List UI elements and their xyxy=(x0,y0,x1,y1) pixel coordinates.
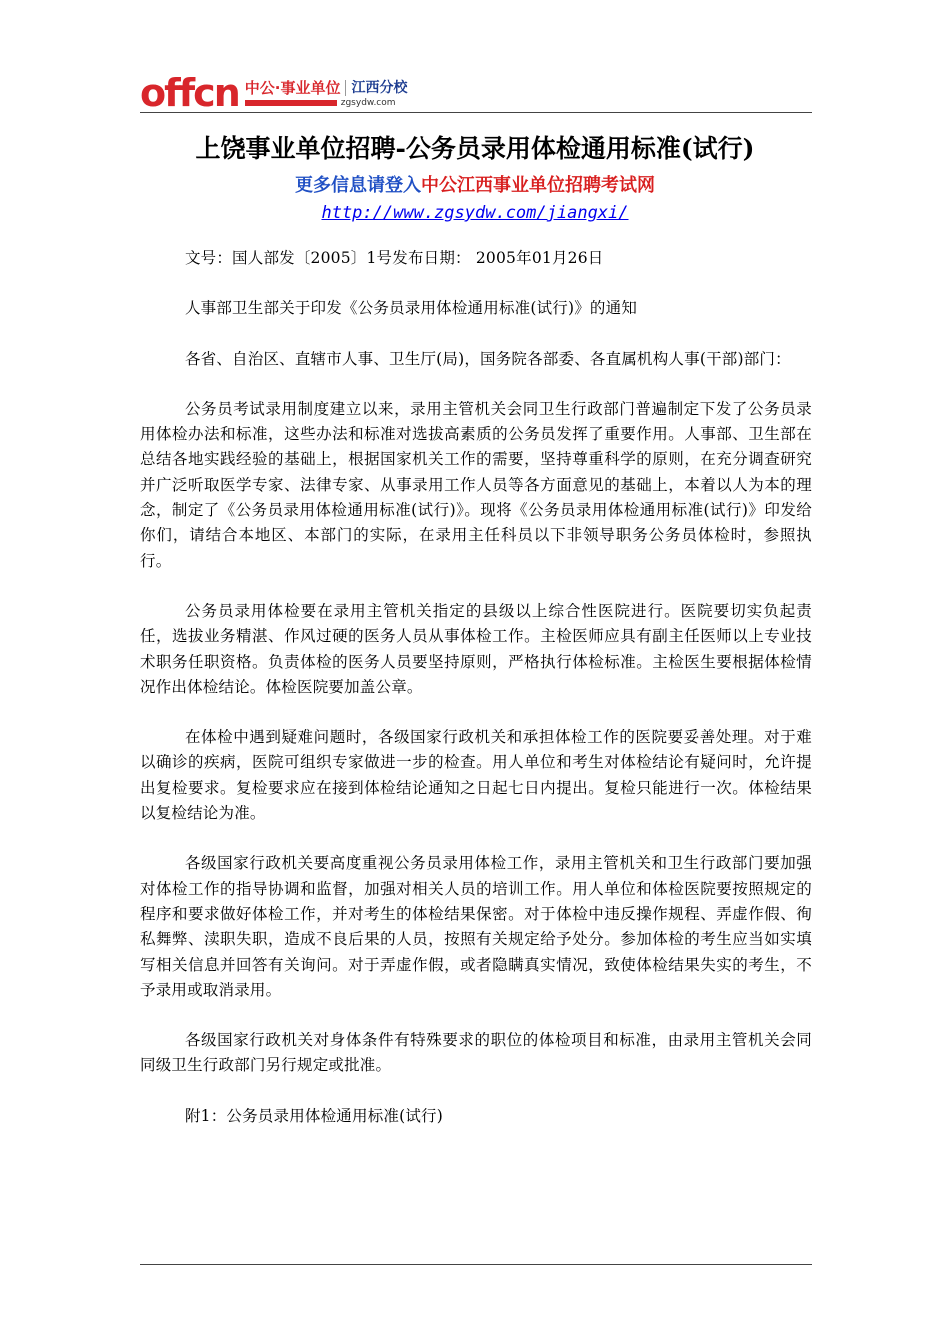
logo-wordmark: offcn xyxy=(140,71,239,115)
page-header xyxy=(140,66,812,115)
body-paragraph: 在体检中遇到疑难问题时，各级国家行政机关和承担体检工作的医院要妥善处理。对于难以确诊的疾病，医院可组织专家做进一步的检查。用人单位和考生对体检结论有疑问时，允许提出复检要求。复检要求应在接到体检结论通知之日起七日内提出。复检只能进行一次。体检结果以复检结论为准。 xyxy=(140,728,812,823)
body-paragraph: 公务员录用体检要在录用主管机关指定的县级以上综合性医院进行。医院要切实负起责任，选拔业务精湛、作风过硬的医务人员从事体检工作。主检医师应具有副主任医师以上专业技术职务任职资格。负责体检的医务人员要坚持原则，严格执行体检标准。主检医生要根据体检情况作出体检结论。体检医院要加盖公章。 xyxy=(140,601,812,696)
attachment-line: 附1：公务员录用体检通用标准(试行) xyxy=(184,1106,443,1125)
subtitle xyxy=(100,174,850,198)
logo-band xyxy=(245,100,337,106)
document-body xyxy=(140,246,812,1154)
site-link[interactable]: http://www.zgsydw.com/jiangxi/ xyxy=(321,203,629,223)
subtitle-site[interactable]: 中公江西事业单位招聘考试网 xyxy=(421,175,655,196)
notice-title: 人事部卫生部关于印发《公务员录用体检通用标准(试行)》的通知 xyxy=(184,299,638,318)
offcn-logo xyxy=(140,66,408,115)
addressees: 各省、自治区、直辖市人事、卫生厅(局)，国务院各部委、各直属机构人事(干部)部门： xyxy=(184,349,791,368)
footer-divider xyxy=(140,1264,812,1265)
page-title: 上饶事业单位招聘-公务员录用体检通用标准(试行) xyxy=(195,134,755,163)
body-paragraph: 各级国家行政机关要高度重视公务员录用体检工作，录用主管机关和卫生行政部门要加强对体检工作的指导协调和监督，加强对相关人员的培训工作。用人单位和体检医院要按照规定的程序和要求做好体检工作，并对考生的体检结果保密。对于体检中违反操作规程、弄虚作假、徇私舞弊、渎职失职，造成不良后果的人员，按照有关规定给予处分。参加体检的考生应当如实填写相关信息并回答有关询问。对于弄虚作假，或者隐瞒真实情况，致使体检结果失实的考生，不予录用或取消录用。 xyxy=(140,854,812,999)
logo-domain: zgsydw.com xyxy=(340,98,396,108)
logo-divider xyxy=(345,80,346,96)
body-paragraph: 各级国家行政机关对身体条件有特殊要求的职位的体检项目和标准，由录用主管机关会同同级卫生行政部门另行规定或批准。 xyxy=(140,1031,812,1075)
doc-number: 文号：国人部发〔2005〕1号发布日期： 2005年01月26日 xyxy=(184,249,604,267)
logo-branch: 江西分校 xyxy=(351,80,408,96)
subtitle-prefix: 更多信息请登入 xyxy=(295,175,421,196)
logo-brand: 中公·事业单位 xyxy=(244,79,341,97)
header-divider xyxy=(140,112,812,113)
logo-text-group xyxy=(245,79,408,108)
body-paragraph: 公务员考试录用制度建立以来，录用主管机关会同卫生行政部门普遍制定下发了公务员录用体检办法和标准，这些办法和标准对选拔高素质的公务员发挥了重要作用。人事部、卫生部在总结各地实践经验的基础上，根据国家机关工作的需要，坚持尊重科学的原则，在充分调查研究并广泛听取医学专家、法律专家、从事录用工作人员等各方面意见的基础上，本着以人为本的理念，制定了《公务员录用体检通用标准(试行)》。现将《公务员录用体检通用标准(试行)》印发给你们，请结合本地区、本部门的实际，在录用主任科员以下非领导职务公务员体检时，参照执行。 xyxy=(140,399,812,570)
